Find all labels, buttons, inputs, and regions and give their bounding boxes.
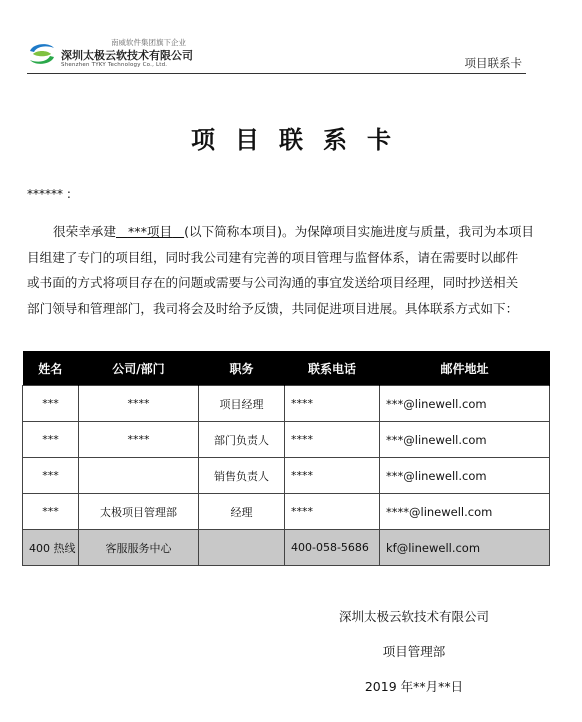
intro-paragraph <box>27 219 549 321</box>
cell-position <box>199 530 285 566</box>
cell-name: *** <box>23 422 79 458</box>
table-row <box>23 422 550 458</box>
header-divider <box>27 73 526 74</box>
cell-email[interactable]: ****@linewell.com <box>380 494 550 530</box>
cell-phone[interactable]: 400-058-5686 <box>285 530 380 566</box>
contact-table <box>22 351 550 566</box>
hotline-row <box>23 530 550 566</box>
cell-department <box>79 458 199 494</box>
signature-department: 项目管理部 <box>382 644 446 659</box>
signature-date: 2019 年**月**日 <box>364 679 464 694</box>
header-doc-label: 项目联系卡 <box>464 56 522 70</box>
logo-company-name: 深圳太极云软技术有限公司 <box>61 49 193 62</box>
signature-company: 深圳太极云软技术有限公司 <box>338 609 489 624</box>
table-row <box>23 458 550 494</box>
logo-company-english: Shenzhen TYKY Technology Co., Ltd. <box>61 62 168 68</box>
cell-position: 部门负责人 <box>199 422 285 458</box>
page-title: 项目联系卡 <box>191 126 411 154</box>
cell-phone: **** <box>285 422 380 458</box>
cell-phone: **** <box>285 494 380 530</box>
cell-name: *** <box>23 458 79 494</box>
cell-email[interactable]: ***@linewell.com <box>380 422 550 458</box>
column-header-department: 公司/部门 <box>79 351 199 386</box>
cell-department: 太极项目管理部 <box>79 494 199 530</box>
column-header-name: 姓名 <box>23 351 79 386</box>
project-name: ***项目 <box>127 224 173 239</box>
paragraph-line-3: 或书面的方式将项目存在的问题或需要与公司沟通的事宜发送给项目经理，同时抄送相关 <box>27 275 519 290</box>
cell-name: *** <box>23 494 79 530</box>
cell-department: **** <box>79 422 199 458</box>
cell-position: 销售负责人 <box>199 458 285 494</box>
cell-phone: **** <box>285 458 380 494</box>
cell-email[interactable]: kf@linewell.com <box>380 530 550 566</box>
cell-department: **** <box>79 386 199 422</box>
table-row <box>23 494 550 530</box>
logo-slogan: 南威软件集团旗下企业 <box>111 38 186 47</box>
cell-email[interactable]: ***@linewell.com <box>380 458 550 494</box>
cell-department: 客服服务中心 <box>79 530 199 566</box>
paragraph-line-1 <box>27 219 549 245</box>
cell-name: *** <box>23 386 79 422</box>
paragraph-text: (以下简称本项目)。为保障项目实施进度与质量，我司为本项目 <box>184 224 534 239</box>
swirl-logo-icon <box>27 41 57 67</box>
company-logo <box>27 37 197 73</box>
cell-position: 项目经理 <box>199 386 285 422</box>
cell-phone: **** <box>285 386 380 422</box>
cell-name: 400 热线 <box>23 530 79 566</box>
paragraph-line-4: 部门领导和管理部门，我司将会及时给予反馈，共同促进项目进展。具体联系方式如下： <box>27 300 519 316</box>
column-header-email: 邮件地址 <box>380 351 550 386</box>
column-header-position: 职务 <box>199 351 285 386</box>
paragraph-text: 很荣幸承建 <box>53 224 116 239</box>
column-header-phone: 联系电话 <box>285 351 380 386</box>
salutation: ****** : <box>27 187 71 201</box>
cell-position: 经理 <box>199 494 285 530</box>
table-header-row <box>23 351 550 386</box>
cell-email[interactable]: ***@linewell.com <box>380 386 550 422</box>
table-row <box>23 386 550 422</box>
paragraph-line-2: 目组建了专门的项目组，同时我公司建有完善的项目管理与监督体系，请在需要时以邮件 <box>27 249 519 265</box>
